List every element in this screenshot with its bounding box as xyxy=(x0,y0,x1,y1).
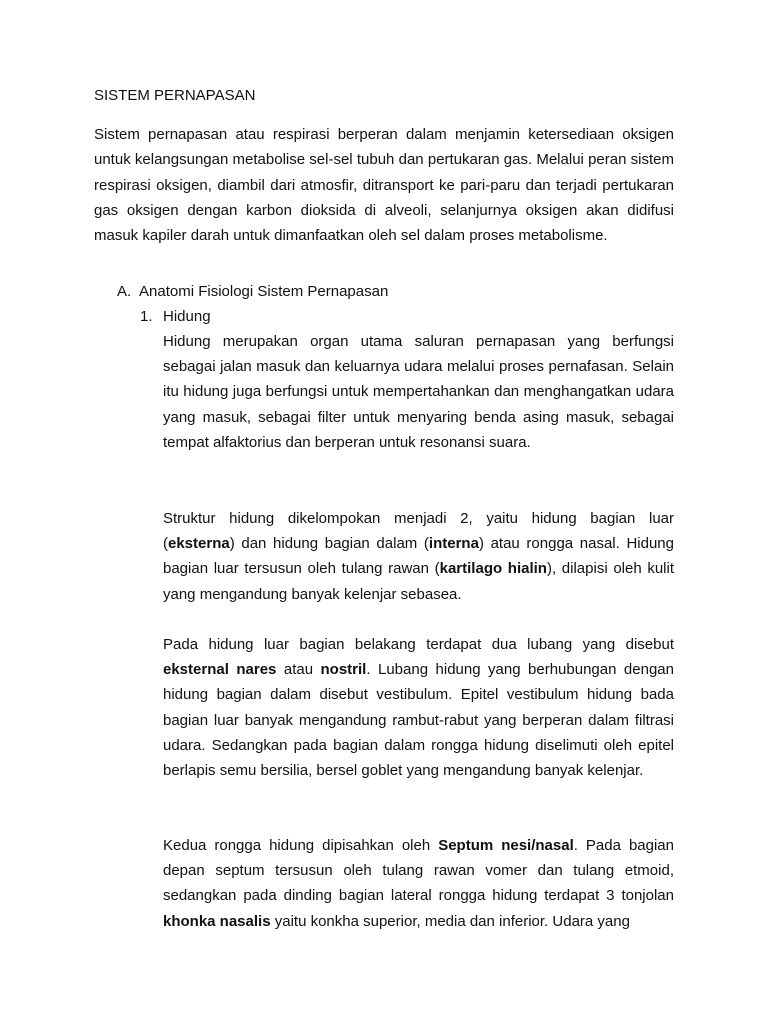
text-run: ), dilapisi oleh kulit yang mengandung banyak kelenjar sebasea. xyxy=(163,560,675,603)
hidung-paragraph-4 xyxy=(163,833,674,934)
bold-term-khonka-nasalis: khonka nasalis xyxy=(163,912,271,930)
section-marker: A. xyxy=(117,283,132,300)
text-run: atau xyxy=(276,661,321,679)
list-item-marker: 1. xyxy=(140,308,153,325)
text-run: yaitu konkha superior, media dan inferior. Udara yang xyxy=(270,912,630,930)
text-run: . Lubang hidung yang berhubungan dengan hidung bagian dalam disebut vestibulum. Epitel vestibulum hidung bada bagian luar banyak mengandung rambut-rabut yang berperan dalam filtrasi udara. Sedangkan pada bagian dalam rongga hidung diselimuti oleh epitel berlapis semu bersilia, bersel goblet yang mengandung banyak kelenjar. xyxy=(163,661,674,780)
hidung-paragraph-3 xyxy=(163,632,674,783)
hidung-paragraph-1: Hidung merupakan organ utama saluran pernapasan yang berfungsi sebagai jalan masuk dan keluarnya udara melalui proses pernafasan. Selain itu hidung juga berfungsi untuk mempertahankan dan menghangatkan udara yang masuk, sebagai filter untuk menyaring benda asing masuk, sebagai tempat alfaktorius dan berperan untuk resonansi suara. xyxy=(163,333,674,451)
list-item-heading xyxy=(140,307,211,327)
text-run: ) dan hidung bagian dalam ( xyxy=(229,535,429,553)
bold-term-septum-nasal: Septum nesi/nasal xyxy=(438,837,574,854)
bold-term-kartilago-hialin: kartilago hialin xyxy=(439,560,547,578)
bold-term-eksterna: eksterna xyxy=(168,535,230,553)
bold-term-nostril: nostril xyxy=(320,661,367,679)
section-heading-text: Anatomi Fisiologi Sistem Pernapasan xyxy=(139,283,389,300)
hidung-paragraph-2 xyxy=(163,506,674,607)
text-run: Kedua rongga hidung dipisahkan oleh xyxy=(163,837,439,854)
document-title: SISTEM PERNAPASAN xyxy=(94,87,256,104)
list-item-heading-text: Hidung xyxy=(163,308,211,325)
text-run: . Pada bagian depan septum tersusun oleh tulang rawan vomer dan tulang etmoid, sedangkan pada dinding bagian lateral rongga hidung terdapat 3 tonjolan xyxy=(163,837,674,905)
text-run: ) atau rongga nasal. Hidung bagian luar tersusun oleh tulang rawan ( xyxy=(163,535,674,578)
bold-term-eksternal-nares: eksternal nares xyxy=(163,661,277,679)
bold-term-interna: interna xyxy=(428,535,479,553)
intro-paragraph: Sistem pernapasan atau respirasi berperan dalam menjamin ketersediaan oksigen untuk kelangsungan metabolise sel-sel tubuh dan pertukaran gas. Melalui peran sistem respirasi oksigen, diambil dari atmosfir, ditransport ke pari-paru dan terjadi pertukaran gas oksigen dengan karbon dioksida di alveoli, selanjurnya oksigen akan didifusi masuk kapiler darah untuk dimanfaatkan oleh sel dalam proses metabolisme. xyxy=(94,126,674,245)
text-run: Struktur hidung dikelompokan menjadi 2, yaitu hidung bagian luar ( xyxy=(163,510,674,553)
text-run: Pada hidung luar bagian belakang terdapat dua lubang yang disebut xyxy=(163,636,674,653)
section-heading-a xyxy=(117,282,388,302)
